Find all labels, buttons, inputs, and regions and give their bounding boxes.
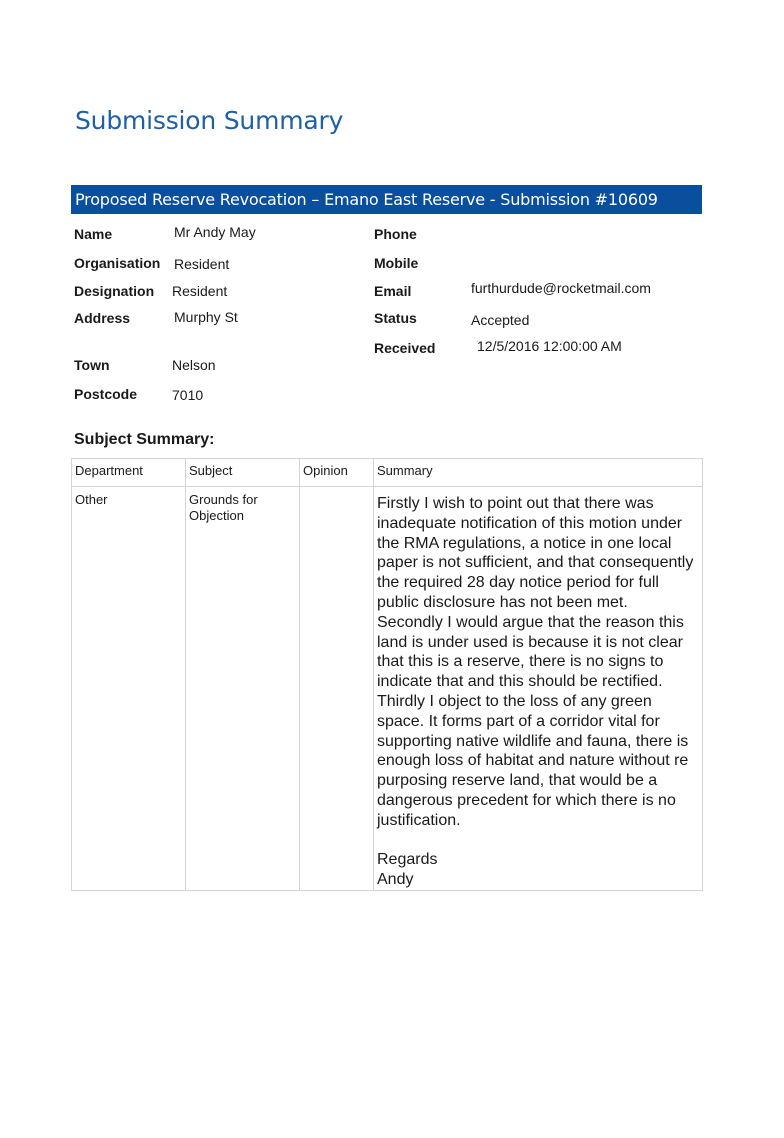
email-label: Email [374,283,412,299]
column-header-opinion: Opinion [300,459,374,487]
subject-summary-heading: Subject Summary: [74,431,215,448]
town-label: Town [74,357,110,373]
name-value: Mr Andy May [174,224,256,240]
postcode-label: Postcode [74,386,138,402]
column-header-department: Department [72,459,186,487]
address-value: Murphy St [174,309,238,325]
column-header-summary: Summary [374,459,703,487]
postcode-value: 7010 [172,387,204,403]
opinion-cell [300,487,374,891]
organisation-value: Resident [174,256,230,272]
page-title: Submission Summary [75,106,344,135]
table-row [72,487,703,891]
submission-banner: Proposed Reserve Revocation – Emano East Reserve - Submission #10609 [71,185,702,214]
designation-label: Designation [74,283,155,299]
phone-label: Phone [374,226,417,242]
name-label: Name [74,226,113,242]
received-value: 12/5/2016 12:00:00 AM [477,338,622,354]
department-cell: Other [72,487,186,891]
status-value: Accepted [471,312,530,328]
subject-summary-table [71,458,703,891]
summary-cell: Firstly I wish to point out that there was inadequate notification of this motion under the RMA regulations, a notice in one local paper is not sufficient, and that consequently the required 28 day notice period for full public disclosure has not been met. Secondly I would argue that the reason this land is under used is because it is not clear that this is a reserve, there is no signs to indicate that and this should be rectified. Thirdly I object to the loss of any green space. It forms part of a corridor vital for supporting native wildlife and fauna, there is enough loss of habitat and nature without re purposing reserve land, that would be a dangerous precedent for which there is no justification. Regards Andy [374,487,703,891]
mobile-label: Mobile [374,255,419,271]
table-header-row [72,459,703,487]
town-value: Nelson [172,357,216,373]
subject-cell: Grounds for Objection [186,487,300,891]
organisation-label: Organisation [74,255,161,271]
address-label: Address [74,310,131,326]
designation-value: Resident [172,283,228,299]
email-value: furthurdude@rocketmail.com [471,280,651,296]
status-label: Status [374,310,417,326]
column-header-subject: Subject [186,459,300,487]
received-label: Received [374,340,436,356]
